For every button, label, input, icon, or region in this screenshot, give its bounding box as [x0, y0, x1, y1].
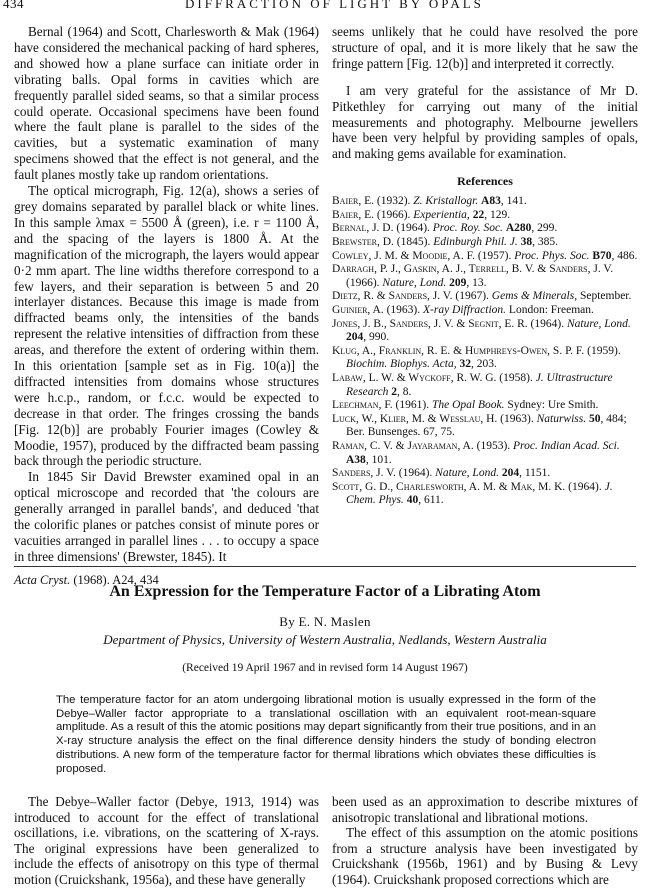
author-affiliation: Department of Physics, University of Western Australia, Nedlands, Western Australia: [103, 632, 547, 647]
reference-pages: , 129.: [484, 208, 511, 221]
reference-volume: 40: [406, 494, 419, 507]
reference-source: X-ray Diffraction.: [423, 304, 507, 316]
reference-volume: 204: [346, 331, 364, 344]
reference-volume: B70: [592, 249, 612, 262]
body-paragraph-1: The Debye–Waller factor (Debye, 1913, 1914) was introduced to account for the effect of translational oscillations, i.e. vibrations, on the scattering of X-rays. The original expressions have been generalized to include the effects of anisotropy on this type of thermal motion (Cruickshank, 1956a), and these have generally: [14, 794, 319, 887]
reference-source: Naturwiss.: [536, 412, 587, 425]
reference-pages: London: Freeman.: [508, 304, 594, 316]
reference-volume: 204: [501, 467, 520, 480]
reference-source: Proc. Indian Acad. Sci.: [513, 439, 620, 452]
references-heading: References: [457, 174, 513, 189]
reference-authors: Jones, J. B., Sanders, J. V. & Segnit, E. R. (1964).: [332, 317, 565, 330]
reference-pages: , 203.: [471, 358, 497, 371]
reference-pages: Sydney: Ure Smith.: [507, 399, 599, 412]
reference-volume: A38: [346, 453, 366, 466]
reference-volume: 22: [472, 208, 485, 221]
reference-pages: , 299.: [531, 222, 558, 235]
reference-source: Proc. Phys. Soc.: [514, 249, 590, 262]
reference-authors: Raman, C. V. & Jayaraman, A. (1953).: [332, 439, 511, 452]
reference-pages: September.: [579, 290, 632, 303]
reference-authors: Guinier, A. (1963).: [332, 304, 421, 316]
reference-item: [332, 195, 638, 209]
reference-item: [332, 209, 638, 223]
reference-pages: , 101.: [365, 453, 392, 466]
reference-item: [332, 318, 638, 345]
left-column: [14, 24, 319, 565]
body-paragraph-2: The effect of this assumption on the atomic positions from a structure analysis have been investigated by Cruickshank (1956b, 1961) and by Busing & Levy (1964). Cruickshank proposed corrections which are: [332, 825, 638, 887]
reference-volume: 2: [391, 385, 397, 398]
reference-volume: 209: [449, 276, 467, 289]
right-column: [332, 24, 638, 508]
reference-item: [332, 304, 638, 318]
reference-authors: Scott, G. D., Charlesworth, A. M. & Mak, M. K. (1964).: [332, 480, 602, 493]
reference-source: The Opal Book.: [431, 399, 505, 412]
reference-item: [332, 467, 638, 481]
paragraph-1: Bernal (1964) and Scott, Charlesworth & Mak (1964) have considered the mechanical packing of hard spheres, and showed how a plane surface can initiate order in vibrating balls. Opal forms in cavities which are frequently parallel sided seams, so that a similar process could operate. Occasional specimens have been found where the fault plane is parallel to the sides of the cavities, but a systematic examination of many specimens showed that the effect is not general, and the fault planes mostly take up random orientations.: [14, 24, 319, 183]
reference-volume: 50: [589, 412, 601, 425]
reference-item: [332, 399, 638, 413]
reference-item: [332, 222, 638, 236]
reference-item: [332, 440, 638, 467]
reference-pages: , 484; Ber. Bunsenges. 67, 75.: [346, 412, 627, 439]
reference-authors: Darragh, P. J., Gaskin, A. J., Terrell, B. V. & Sanders, J. V. (1966).: [332, 263, 614, 289]
body-left-column: [14, 794, 319, 888]
reference-pages: , 486.: [611, 249, 638, 262]
reference-source: Nature, Lond.: [382, 276, 447, 289]
reference-authors: Labaw, L. W. & Wyckoff, R. W. G. (1958).: [332, 371, 533, 384]
citation-details: (1968). A24, 434: [70, 573, 159, 587]
reference-authors: Brewster, D. (1845).: [332, 236, 431, 249]
reference-volume: A83: [481, 195, 501, 208]
received-dates: (Received 19 April 1967 and in revised form 14 August 1967): [182, 662, 468, 674]
reference-item: [332, 263, 638, 290]
reference-item: [332, 290, 638, 304]
author-byline: By E. N. Maslen: [279, 614, 371, 629]
continuation-paragraph: seems unlikely that he could have resolved the pore structure of opal, and it is more likely that he saw the fringe pattern [Fig. 12(b)] and interpreted it correctly.: [332, 24, 638, 71]
reference-pages: , 141.: [500, 195, 527, 208]
reference-authors: Luck, W., Klier, M. & Wesslau, H. (1963).: [332, 412, 534, 425]
reference-volume: 32: [459, 358, 471, 371]
reference-source: Nature, Lond.: [435, 467, 499, 480]
reference-authors: Dietz, R. & Sanders, J. V. (1967).: [332, 290, 489, 303]
reference-item: [332, 413, 638, 440]
reference-item: [332, 250, 638, 264]
body-right-column: [332, 794, 638, 888]
article-divider: [14, 566, 636, 567]
reference-pages: , 611.: [418, 494, 444, 507]
reference-authors: Leechman, F. (1961).: [332, 399, 430, 412]
reference-pages: , 8.: [397, 385, 412, 398]
reference-authors: Baier, E. (1966).: [332, 208, 411, 221]
reference-authors: Baier, E. (1932).: [332, 195, 411, 208]
reference-source: Edinburgh Phil. J.: [433, 236, 518, 249]
reference-source: J. Chem. Phys.: [346, 480, 613, 507]
reference-pages: , 990.: [363, 331, 390, 344]
journal-name: Acta Cryst.: [14, 573, 71, 587]
paragraph-3: In 1845 Sir David Brewster examined opal in an optical microscope and recorded that 'the colours are generally arranged in parallel bands', and deduced 'that the colorific planes or patches consist of minute pores or vacuities arranged in parallel lines . . . to occupy a space in three dimensions' (Brewster, 1845). It: [14, 469, 319, 564]
acknowledgement: I am very grateful for the assistance of Mr D. Pitkethley for carrying out many of the initial measurements and photography. Melbourne jewellers have been very helpful by providing samples of opals, and making gems available for examination.: [332, 82, 638, 162]
reference-source: Nature, Lond.: [566, 317, 631, 330]
reference-authors: Cowley, J. M. & Moodie, A. F. (1957).: [332, 249, 512, 262]
reference-source: Experientia,: [413, 208, 470, 221]
article-title: An Expression for the Temperature Factor of a Librating Atom: [109, 583, 541, 600]
reference-item: [332, 372, 638, 399]
reference-source: J. Ultrastructure Research: [346, 371, 613, 398]
body-paragraph-continued: been used as an approximation to describe mixtures of anisotropic translational and librational motions.: [332, 794, 638, 825]
reference-source: Proc. Roy. Soc.: [432, 222, 503, 235]
page-number: 434: [3, 0, 24, 11]
reference-item: [332, 481, 638, 508]
reference-volume: A280: [505, 222, 532, 235]
reference-pages: , 1151.: [519, 467, 551, 480]
reference-list: [332, 195, 638, 508]
reference-authors: Sanders, J. V. (1964).: [332, 467, 433, 480]
reference-pages: , 13.: [466, 276, 487, 289]
reference-source: Gems & Minerals,: [491, 290, 578, 303]
paragraph-2: The optical micrograph, Fig. 12(a), shows a series of grey domains separated by parallel black or white lines. In this sample λmax = 5500 Å (green), i.e. r = 1100 Å, and the spacing of the layers is 1800 Å. At the magnification of the micrograph, the layers would appear 0·2 mm apart. The line widths therefore correspond to a few layers, and their separation is between 5 and 20 interlayer distances. Because this image is made from diffracted beams only, the intensities of the bands represent the relative intensities of diffraction from these areas, and therefore the extent of ordering within them. In this orientation [sample set as in Fig. 10(a)] the diffracted intensities from domains whose structures were h.c.p., random, or f.c.c. would be expected to decrease in that order. The fringes crossing the bands [Fig. 12(b)] are probably Fourier images (Cowley & Moodie, 1957), produced by the diffracted beam passing back through the periodic structure.: [14, 183, 319, 469]
reference-volume: 38: [520, 236, 533, 249]
reference-authors: Klug, A., Franklin, R. E. & Humphreys-Owen, S. P. F. (1959).: [332, 344, 621, 357]
reference-pages: , 385.: [532, 236, 559, 249]
abstract: The temperature factor for an atom undergoing librational motion is usually expressed in the form of the Debye–Waller factor appropriate to a translational oscillation with an equivalent root-mean-square amplitude. As a result of this the atomic positions may depart significantly from their true positions, and in an X-ray structure analysis the effect on the final difference density hinders the study of bonding electron distributions. A new form of the temperature factor for thermal librations which obviates these difficulties is proposed.: [56, 694, 596, 775]
reference-item: [332, 236, 638, 250]
reference-authors: Bernal, J. D. (1964).: [332, 222, 430, 235]
reference-item: [332, 345, 638, 372]
reference-source: Z. Kristallogr.: [413, 195, 479, 208]
running-title: DIFFRACTION OF LIGHT BY OPALS: [185, 0, 484, 11]
reference-source: Biochim. Biophys. Acta,: [346, 358, 457, 371]
